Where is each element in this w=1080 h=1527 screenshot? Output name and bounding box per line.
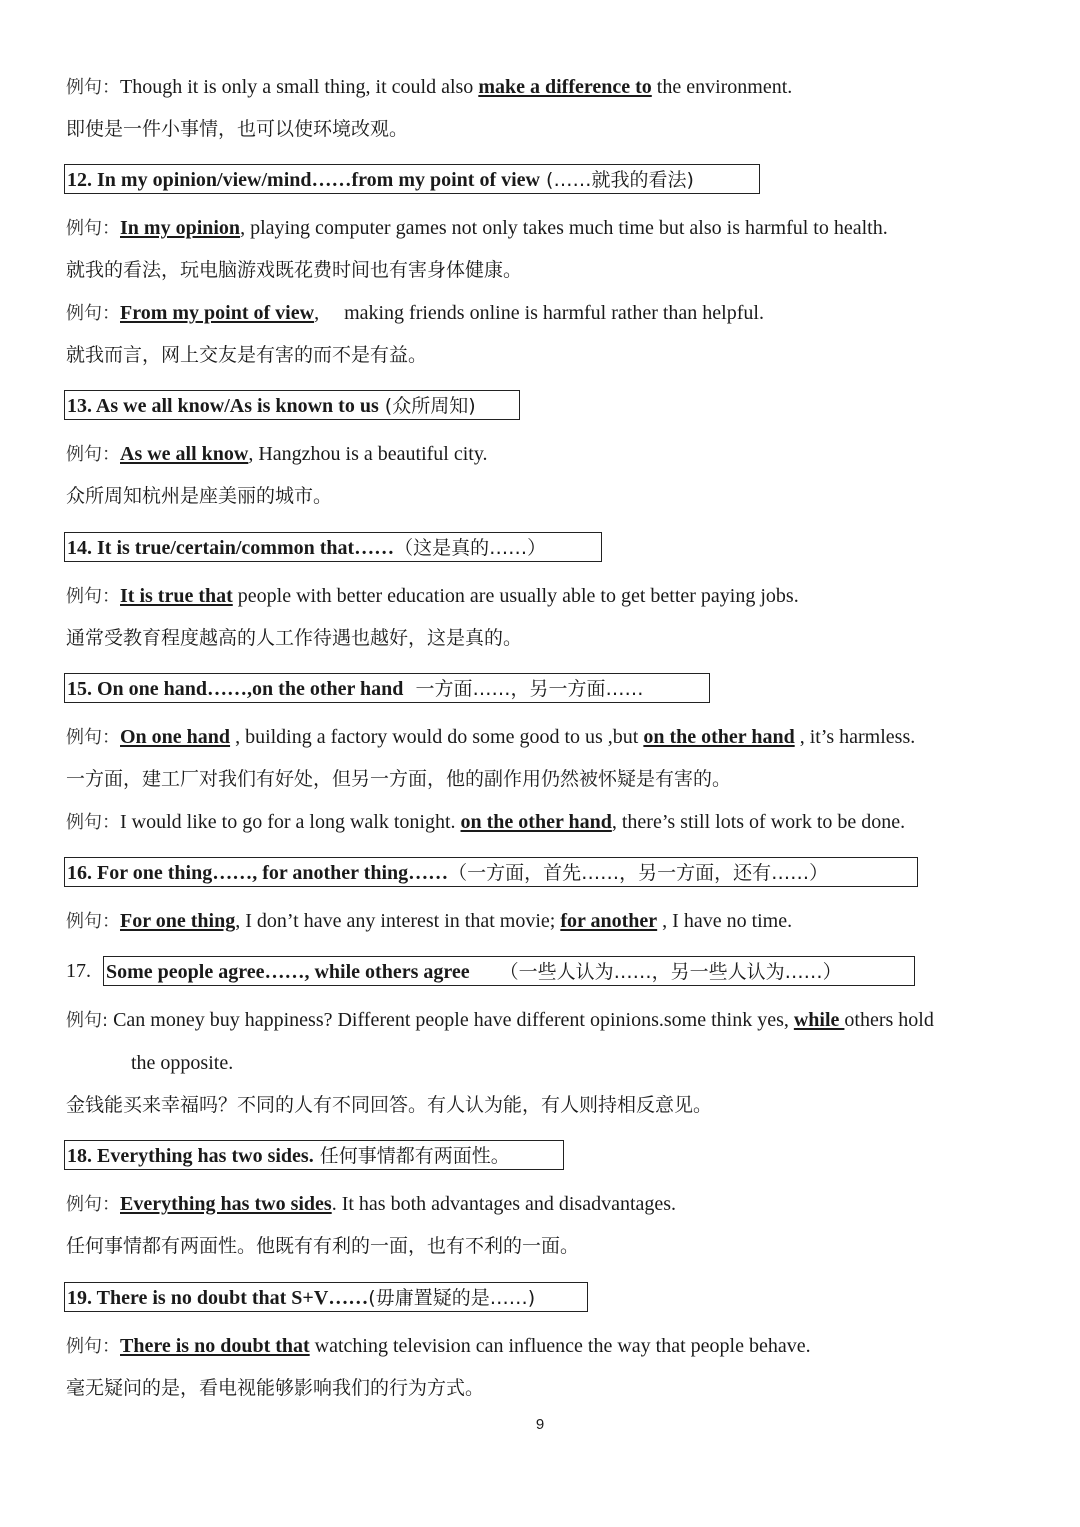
example-sentence: 例句：I would like to go for a long walk tonight. on the other hand, there’s still lots of work to be done. [66,811,906,833]
example-label: 例句： [66,303,120,324]
translation: 众所周知杭州是座美丽的城市。 [66,485,333,507]
key-phrase: on the other hand [643,726,795,748]
key-phrase: From my point of view [120,302,315,324]
phrase-heading-12: 12. In my opinion/view/mind……from my point of view (……就我的看法) [64,164,760,194]
phrase-number-17: 17. [66,960,91,982]
page-number: 9 [535,1416,545,1433]
key-phrase: It is true that [120,585,233,607]
phrase-heading-17: Some people agree……, while others agree （一些人认为……，另一些人认为……） [103,956,915,986]
example-label: 例句： [66,444,120,465]
phrase-heading-14: 14. It is true/certain/common that……（这是真的……） [64,532,602,562]
phrase-heading-19: 19. There is no doubt that S+V……(毋庸置疑的是……) [64,1282,588,1312]
example-sentence: 例句：Though it is only a small thing, it could also make a difference to the environment. [66,76,793,98]
phrase-heading-16: 16. For one thing……, for another thing……（一方面，首先……，另一方面，还有……） [64,857,918,887]
phrase-heading-13: 13. As we all know/As is known to us (众所周知) [64,390,520,420]
translation: 一方面，建工厂对我们有好处，但另一方面，他的副作用仍然被怀疑是有害的。 [66,768,732,790]
phrase-heading-18: 18. Everything has two sides. 任何事情都有两面性。 [64,1140,564,1170]
example-sentence: 例句：It is true that people with better education are usually able to get better paying jobs. [66,585,799,607]
key-phrase: for another [560,910,658,932]
key-phrase: On one hand [120,726,231,748]
example-sentence: 例句：In my opinion, playing computer games not only takes much time but also is harmful to health. [66,217,888,239]
translation: 就我而言，网上交友是有害的而不是有益。 [66,344,428,366]
translation: 即使是一件小事情，也可以使环境改观。 [66,118,409,140]
example-sentence: 例句：On one hand , building a factory would do some good to us ,but on the other hand , it’s harmless. [66,726,916,748]
phrase-heading-15: 15. On one hand……,on the other hand 一方面……，另一方面…… [64,673,710,703]
example-sentence: 例句：There is no doubt that watching television can influence the way that people behave. [66,1335,811,1357]
example-sentence: 例句：From my point of view, making friends online is harmful rather than helpful. [66,302,764,324]
key-phrase: while [793,1009,845,1031]
translation: 毫无疑问的是，看电视能够影响我们的行为方式。 [66,1377,485,1399]
example-label: 例句： [66,586,120,607]
example-label: 例句： [66,77,120,98]
translation: 任何事情都有两面性。他既有有利的一面，也有不利的一面。 [66,1235,580,1257]
key-phrase: make a difference to [478,76,652,98]
example-label: 例句： [66,218,120,239]
key-phrase: As we all know [120,443,249,465]
example-label: 例句： [66,812,120,833]
translation: 金钱能买来幸福吗？不同的人有不同回答。有人认为能，有人则持相反意见。 [66,1094,713,1116]
example-label: 例句: [66,1010,109,1031]
key-phrase: on the other hand [460,811,612,833]
translation: 通常受教育程度越高的人工作待遇也越好，这是真的。 [66,627,523,649]
example-sentence: 例句: Can money buy happiness? Different people have different opinions.some think yes, while others hold [66,1009,934,1031]
example-continuation: the opposite. [131,1052,234,1074]
key-phrase: For one thing [120,910,236,932]
example-sentence: 例句：For one thing, I don’t have any interest in that movie; for another , I have no time. [66,910,793,932]
key-phrase: In my opinion [120,217,241,239]
example-sentence: 例句：As we all know, Hangzhou is a beautiful city. [66,443,488,465]
example-label: 例句： [66,1194,120,1215]
example-label: 例句： [66,727,120,748]
example-sentence: 例句：Everything has two sides. It has both advantages and disadvantages. [66,1193,677,1215]
example-label: 例句： [66,1336,120,1357]
key-phrase: Everything has two sides [120,1193,332,1215]
example-label: 例句： [66,911,120,932]
translation: 就我的看法，玩电脑游戏既花费时间也有害身体健康。 [66,259,523,281]
key-phrase: There is no doubt that [120,1335,310,1357]
